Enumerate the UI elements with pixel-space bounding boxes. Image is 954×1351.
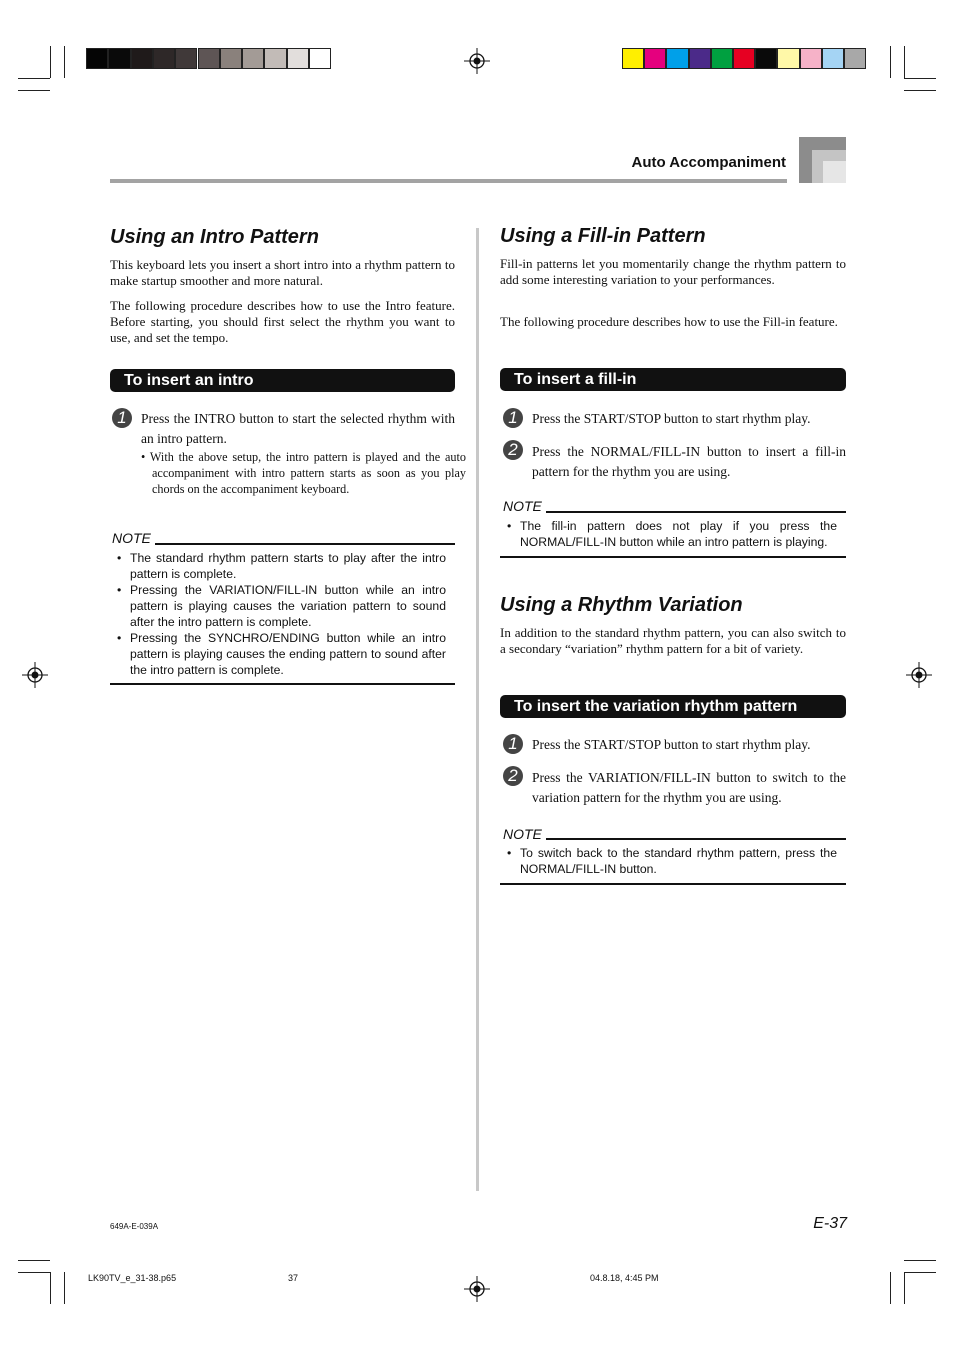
crop-mark [18,90,50,91]
crop-mark [18,1260,50,1261]
color-swatch [175,48,197,69]
step-number-icon: 1 [112,408,132,428]
note-label: NOTE [503,498,542,514]
note-end-rule [500,883,846,885]
color-swatch [198,48,220,69]
step-text: Press the START/STOP button to start rhythm play. [532,411,811,426]
crop-mark [890,46,891,78]
note-item: • Pressing the VARIATION/FILL-IN button while an intro pattern is playing causes the variation pattern to sound after the intro pattern is complete. [110,582,446,630]
page-number: E-37 [813,1215,847,1232]
color-swatch [131,48,153,69]
note-rule [546,838,846,840]
step-number-icon: 2 [503,766,523,786]
section-title-intro: Using an Intro Pattern [110,226,319,248]
note-end-rule [110,683,455,685]
doc-code: 649A-E-039A [110,1222,159,1231]
step-number-icon: 1 [503,408,523,428]
registration-mark-icon [906,662,932,688]
note-label: NOTE [503,826,542,842]
color-swatch [309,48,331,69]
color-swatch [287,48,309,69]
color-swatch [733,48,755,69]
crop-mark [50,1272,51,1304]
procedure-title-bar: To insert a fill-in [500,368,846,391]
color-swatch [822,48,844,69]
fillin-paragraph: Fill-in patterns let you momentarily change the rhythm pattern to add some interesting variation to your performances. [500,256,846,288]
chapter-tab-inner-light [823,161,846,183]
color-swatch [644,48,666,69]
step-number-icon: 1 [503,734,523,754]
crop-mark [904,78,936,79]
column-divider [476,228,479,1191]
color-swatch [844,48,866,69]
crop-mark [64,46,65,78]
step-text: Press the INTRO button to start the selected rhythm with an intro pattern. [141,411,455,446]
color-swatch [153,48,175,69]
note-end-rule [500,556,846,558]
crop-mark [904,1272,936,1273]
step-text: Press the START/STOP button to start rhythm play. [532,737,811,752]
crop-mark [18,1272,50,1273]
crop-mark [64,1272,65,1304]
step-text: Press the NORMAL/FILL-IN button to insert a fill-in pattern for the rhythm you are using. [532,444,846,479]
note-item: • The standard rhythm pattern starts to play after the intro pattern is complete. [110,550,446,582]
crop-mark [904,1272,905,1304]
section-title-fillin: Using a Fill-in Pattern [500,225,706,247]
procedure-title-bar: To insert an intro [110,369,455,392]
crop-mark [50,46,51,78]
crop-mark [904,46,905,78]
crop-mark [890,1272,891,1304]
color-swatch [689,48,711,69]
color-swatch [242,48,264,69]
color-swatch [800,48,822,69]
crop-mark [904,90,936,91]
color-swatch [666,48,688,69]
section-title-variation: Using a Rhythm Variation [500,594,743,616]
color-swatch [220,48,242,69]
intro-paragraph: The following procedure describes how to use the Intro feature. Before starting, you should first select the rhythm you want to use, and set the tempo. [110,298,455,346]
note-rule [155,543,455,545]
registration-mark-icon [464,48,490,74]
section-header: Auto Accompaniment [631,154,786,171]
variation-paragraph: In addition to the standard rhythm pattern, you can also switch to a secondary “variation” rhythm pattern for a bit of variety. [500,625,846,657]
note-item: • Pressing the SYNCHRO/ENDING button while an intro pattern is playing causes the ending pattern to sound after the intro pattern is complete. [110,630,446,678]
registration-mark-icon [464,1276,490,1302]
crop-mark [904,1260,936,1261]
note-list [500,845,837,877]
file-page: 37 [288,1273,299,1283]
crop-mark [18,78,50,79]
step-number-icon: 2 [503,440,523,460]
note-list [110,550,446,678]
note-item: • To switch back to the standard rhythm pattern, press the NORMAL/FILL-IN button. [500,845,837,877]
note-item: • The fill-in pattern does not play if you press the NORMAL/FILL-IN button while an intro pattern is playing. [500,518,837,550]
note-rule [546,511,846,513]
color-swatch [777,48,799,69]
timestamp: 04.8.18, 4:45 PM [590,1273,659,1283]
step-text: Press the VARIATION/FILL-IN button to switch to the variation pattern for the rhythm you are using. [532,770,846,805]
registration-mark-icon [22,662,48,688]
color-swatch [711,48,733,69]
file-name: LK90TV_e_31-38.p65 [88,1273,177,1283]
note-label: NOTE [112,530,151,546]
color-swatch [86,48,108,69]
note-list [500,518,837,550]
color-swatch [264,48,286,69]
color-swatch [755,48,777,69]
procedure-title-bar: To insert the variation rhythm pattern [500,695,846,718]
fillin-paragraph: The following procedure describes how to use the Fill-in feature. [500,314,838,329]
step-subnote: • With the above setup, the intro pattern is played and the auto accompaniment with intro pattern starts as soon as you play chords on the accompaniment keyboard. [141,450,466,496]
header-rule [110,179,787,183]
intro-paragraph: This keyboard lets you insert a short intro into a rhythm pattern to make startup smoother and more natural. [110,257,455,289]
color-swatch [622,48,644,69]
color-swatch [108,48,130,69]
